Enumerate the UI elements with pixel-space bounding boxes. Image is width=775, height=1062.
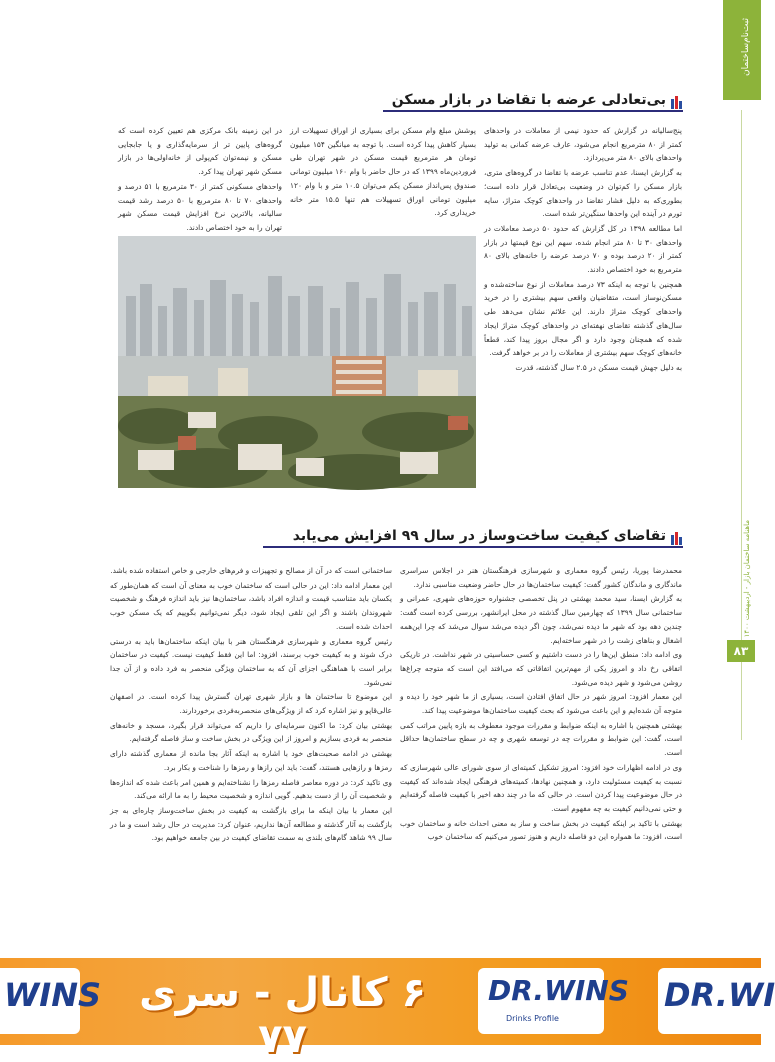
paragraph: پوشش مبلغ وام مسکن برای بسیاری از اوراق تسهیلات ارز بسیار کاهش پیدا کرده است. با توجه به میانگین ۱۵۴ میلیون تومان هر مترمربع قیمت مسکن در شهر تهران طی فروردین‌ماه ۱۳۹۹ که در حال حاضر با وام ۱۶۰ میلیون تومانی صندوق پس‌انداز مسکن یکم می‌توان ۱۰.۵ متر و با وام ۱۲۰ میلیون تومانی اوراق تسهیلات هم تنها ۱۵.۵ متر خانه خریداری کرد. bbox=[290, 126, 476, 218]
paragraph: این معمار با بیان اینکه ما برای بازگشت به کیفیت در بخش ساخت‌وساز چاره‌ای به جز بازگشت به آثار گذشته و مطالعه آن‌ها نداریم، عنوان کرد: مدیریت در حال رشد است و ما در سال ۹۹ شاهد گام‌های بلندی به سمت تقاضای کیفیت در بین جامعه خواهیم بود. bbox=[110, 805, 392, 843]
article1-col1 bbox=[484, 124, 682, 542]
article1-col3 bbox=[118, 124, 282, 230]
page-number: ۸۳ bbox=[727, 640, 755, 662]
brand-subtitle: Drinks Profile bbox=[506, 1014, 559, 1023]
paragraph: رئیس گروه معماری و شهرسازی فرهنگستان هنر با بیان اینکه ساختمان‌ها باید به درستی درک شوند و به کیفیت خوب برسند، افزود: اما این فقط کیفیت نیست. کیفیت در ساختمان برابر است با هماهنگی اجزای آن که به ساختمان ویژگی منحصر به فرد داده و از آن جدا نمی‌شود. bbox=[110, 636, 392, 687]
article2-col-right bbox=[400, 564, 682, 944]
tehran-skyline-photo bbox=[118, 236, 476, 488]
paragraph: بهشتی همچنین با اشاره به اینکه ضوابط و مقررات موجود معطوف به بازه پایین مراتب کمی است، گفت: این ضوابط و مقررات چه در توسعه شهری و چه در سطح ساختمان‌ها حداقل است. bbox=[400, 720, 682, 758]
section-tab-label: ثبت‌نام‌ساختمان bbox=[741, 18, 751, 76]
paragraph: به گزارش ایسنا، سید محمد بهشتی در پنل تخصصی جشنواره حوزه‌های شهری، عمرانی و ساختمانی سال ۱۳۹۹ که چهارمین سال گذشته در محل ایرانشهر، بررسی کرده است گفت: چندین دهه بود که شهر ما دیده نمی‌شد، چون اگر دیده می‌شد سوال می‌شد که چرا این‌همه اشغال و بناهای زشت را در شهر ساخته‌ایم. bbox=[400, 594, 682, 645]
advertisement-banner[interactable] bbox=[0, 958, 775, 1062]
paragraph: همچنین با توجه به اینکه ۷۳ درصد معاملات از نوع ساخته‌شده و مسکن‌نوساز است، متقاضیان واقعی سهم بیشتری را در خرید واحدهای کوچک متراژ دارند. این علائم نشان می‌دهد طی سال‌های گذشته تقاضای نهفته‌ای در واحدهای کوچک متراژ ایجاد شده که همچنان وجود دارد و اگر مجال بروز پیدا کند، قطعاً خانه‌های کوچک سهم بیشتری از معاملات را در بر خواهد گرفت. bbox=[484, 279, 682, 358]
article2-headline-text: تقاضای کیفیت ساخت‌وساز در سال ۹۹ افزایش می‌یابد bbox=[292, 528, 666, 544]
paragraph: پنج‌سالیانه در گزارش که حدود نیمی از معاملات در واحدهای کمتر از ۸۰ مترمربع انجام می‌شود، عارف عرضه کمانی به تولید واحدهای بالای ۸۰ متر می‌پردازد. bbox=[484, 126, 682, 163]
brand-logo-right-text: DR.WI bbox=[664, 976, 775, 1014]
building-icon bbox=[671, 93, 683, 107]
paragraph: این معمار افزود: امروز شهر در حال اتفاق افتادن است، بسیاری از ما شهر خود را دیده و متوجه آن شده‌ایم و این باعث می‌شود که بحث کیفیت ساختمان‌ها موضوعیت پیدا کند. bbox=[400, 692, 682, 716]
paragraph: محمدرضا پوریا، رئیس گروه معماری و شهرسازی فرهنگستان هنر در اجلاس سراسری ماندگاری و ماندگان کشور گفت: کیفیت ساختمان‌ها در حال حاضر وضعیت مناسبی ندارد. bbox=[400, 566, 682, 589]
article1-headline-text: بی‌تعادلی عرضه با تقاضا در بازار مسکن bbox=[391, 92, 666, 108]
section-tab bbox=[723, 0, 761, 100]
skyline-illustration bbox=[118, 236, 476, 488]
ad-slogan: ۶ کانال - سری ۷۷ bbox=[139, 970, 426, 1062]
article2-headline bbox=[263, 528, 683, 548]
paragraph: وی تاکید کرد: در دوره معاصر فاصله رمزها را نشناخته‌ایم و همین امر باعث شده که اندازه‌ها و شخصیت آن را از دست بدهیم. گویی اندازه و شخصیت محیط را به ما ارائه می‌کند. bbox=[110, 777, 392, 801]
paragraph: بهشتی با تاکید بر اینکه کیفیت در بخش ساخت و ساز به معنی احداث خانه و ساختمان خوب است، افزود: ما همواره این دو فاصله داریم و هنوز تصور می‌کنیم که ساختمان خوب bbox=[400, 818, 682, 842]
paragraph: در این زمینه بانک مرکزی هم تعیین کرده است که گروه‌های پایین تر از سرمایه‌گذاری و یا جابجایی مسکن و نیمه‌توان کم‌پولی از خانه‌اولی‌ها در بازار مسکن شهر تهران پیدا کرد. bbox=[118, 126, 282, 177]
paragraph: بهشتی در ادامه صحبت‌های خود با اشاره به اینکه آثار بجا مانده از معماری گذشته دارای رمزها و رازهایی هستند، گفت: باید این رازها و رمزها را شناخت و بکار برد. bbox=[110, 749, 392, 772]
article2-col-left bbox=[110, 564, 392, 944]
paragraph: وی در ادامه اظهارات خود افزود: امروز تشکیل کمیته‌ای از سوی شورای عالی شهرسازی که نسبت به کیفیت مسئولیت دارد، و همچنین نهادها، کمیته‌های فرهنگی ایجاد شده‌اند که کیفیت در حال موضوعیت پیدا کردن است. در حالی که ما در چند دهه اخیر با کیفیت فاصله گرفته‌ایم و حتی نمی‌دانیم کیفیت به چه مفهوم است. bbox=[400, 762, 682, 813]
brand-name: DR.WINS bbox=[488, 974, 629, 1007]
building-icon bbox=[671, 529, 683, 543]
brand-logo bbox=[478, 968, 629, 1034]
paragraph: این موضوع تا ساختمان ها و بازار شهری تهران گسترش پیدا کرده است. در اصفهان عالی‌قاپو و نیز اشاره کرد که از ویژگی‌های منحصر‌به‌فردی برخوردارند. bbox=[110, 692, 392, 716]
paragraph: واحدهای مسکونی کمتر از ۳۰ مترمربع با ۵۱ درصد و واحدهای ۷۰ تا ۸۰ مترمربع با ۵۰ درصد رشد قیمت سالیانه، بالاترین نرخ افزایش قیمت مسکن شهر تهران را به خود اختصاص دادند. bbox=[118, 181, 282, 232]
paragraph: ساختمانی است که در آن از مصالح و تجهیزات و فرم‌های خارجی و خاص استفاده شده باشد. bbox=[110, 566, 392, 575]
paragraph: به دلیل جهش قیمت مسکن در ۲.۵ سال گذشته، قدرت bbox=[515, 362, 682, 372]
brand-logo-left-text: WINS bbox=[4, 976, 102, 1014]
article1-headline bbox=[383, 92, 683, 112]
brand-logo-left bbox=[0, 968, 102, 1034]
paragraph: بهشتی بیان کرد: ما اکنون سرمایه‌ای را داریم که می‌تواند قرار بگیرد، مسجد و خانه‌های منحصر به فردی بسازیم و امروز از این ویژگی در بخش ساخت و ساز فاصله گرفته‌ایم. bbox=[110, 720, 392, 744]
issue-caption: ماهنامه ساختمان بازار - اردیبهشت ۱۴۰۰ bbox=[743, 520, 751, 638]
article1-col2 bbox=[290, 124, 476, 230]
brand-logo-right bbox=[658, 968, 775, 1034]
paragraph: وی ادامه داد: منطق این‌ها را در دست داشتیم و کسی حساسیتی در شهر نداشت. در تاریکی اتفاقی رخ داد و امروز یکی از مهم‌ترین اتفاقاتی که می‌افتد این است که متوجه چراغ‌ها روشن می‌شود و شهر دیده می‌شود. bbox=[400, 650, 682, 687]
paragraph: اما مطالعه ۱۳۹۸ در کل گزارش که حدود ۵۰ درصد معاملات در واحدهای ۳۰ تا ۸۰ متر انجام شده، سهم این نوع قیمتها در بازار کمتر از ۲۰ درصد بوده و ۷۰ درصد عرضه را خانه‌های بالای ۸۰ مترمربع به خود اختصاص دادند. bbox=[484, 223, 683, 275]
paragraph: به گزارش ایسنا، عدم تناسب عرضه با تقاضا در گروه‌های متری، بازار مسکن را کم‌توان در وضعیت بی‌تعادل قرار داده است؛ بطوری‌که به دلیل فشار تقاضا در واحدهای کوچک متراژ، سایه تورم در آینده این واحدها سنگین‌تر شده است. bbox=[484, 168, 682, 219]
paragraph: این معمار ادامه داد: این در حالی است که ساختمان خوب به معنای آن است که همان‌طور که یکسان باید متناسب قیمت و اندازه افراد باشد، ساختمان‌ها نیز باید اندازه فرهنگ و شخصیت شهروندان باشند و اگر این تلقی ایجاد شود، دیگر نمی‌توانیم بگوییم که یک مسکن خوب احداث شده است. bbox=[110, 580, 392, 631]
